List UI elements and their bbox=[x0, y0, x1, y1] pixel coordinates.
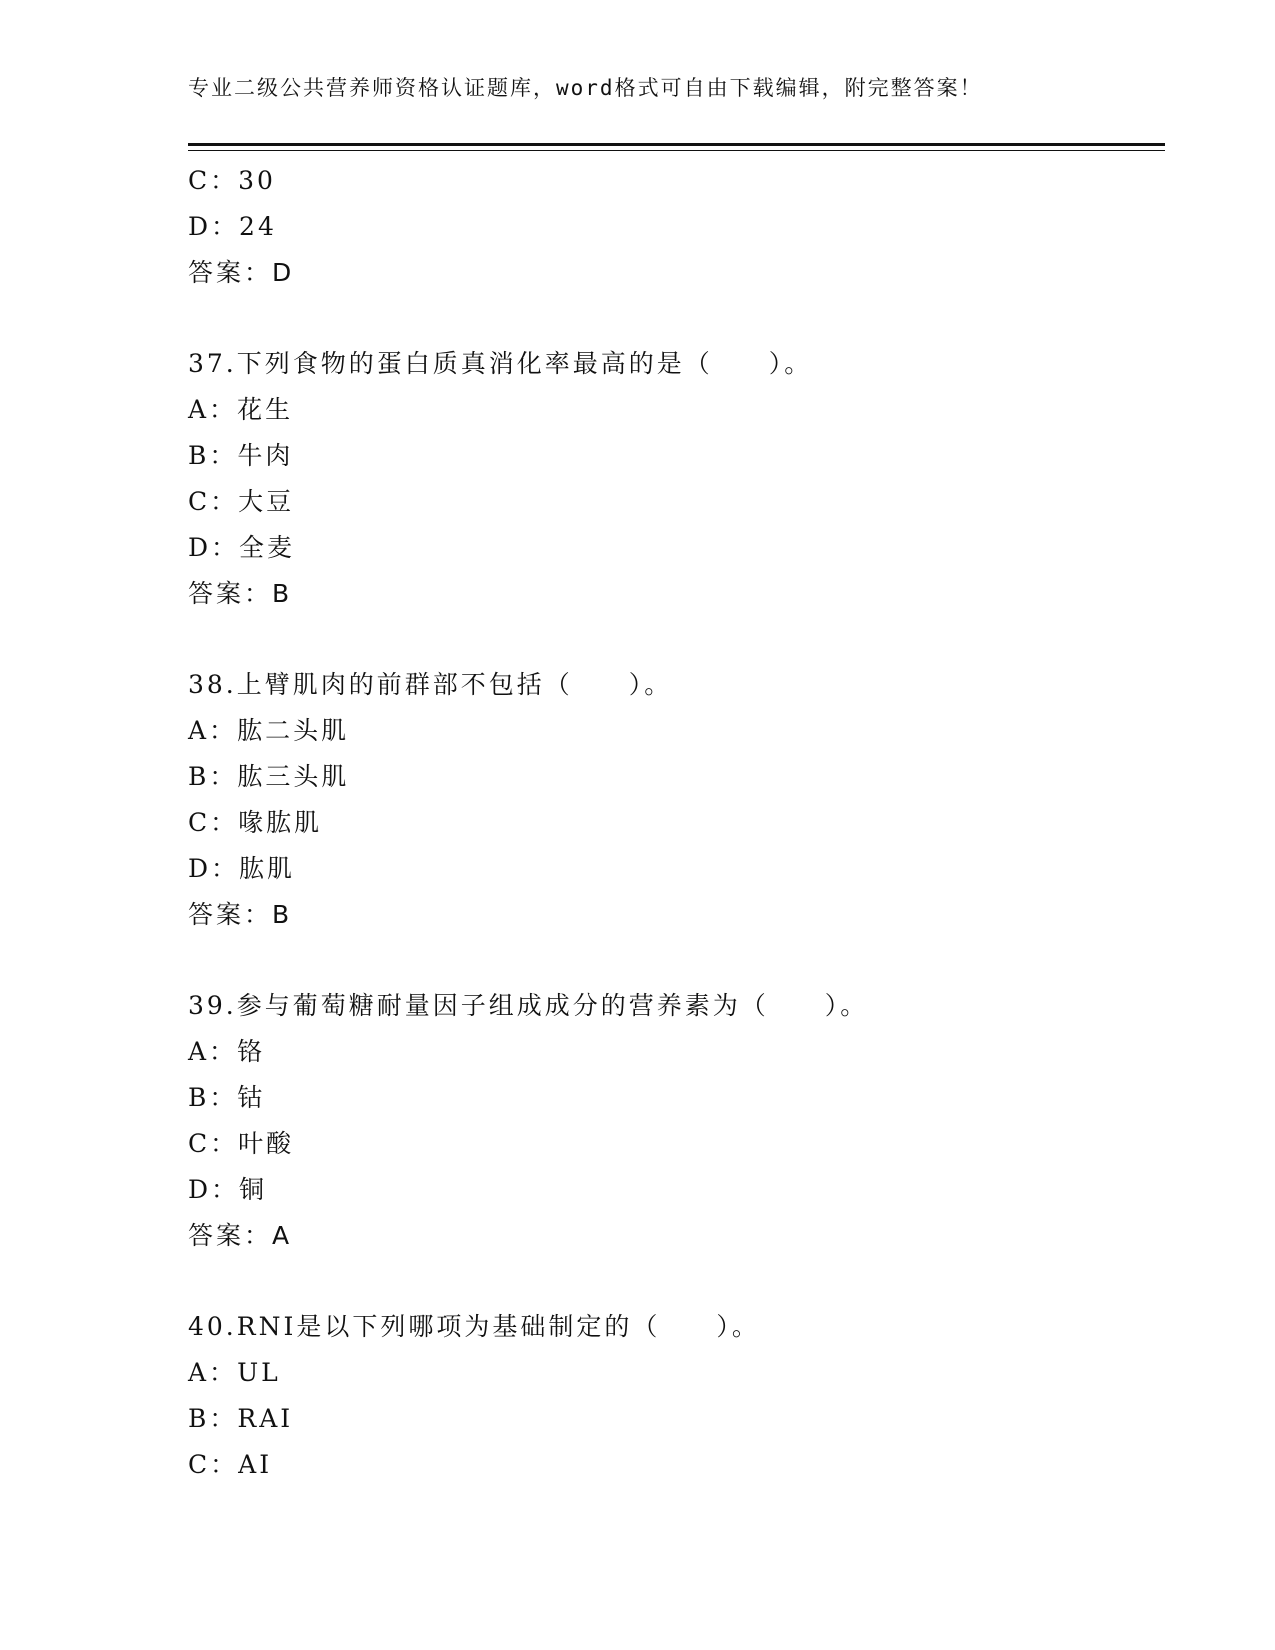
option-label: C： bbox=[188, 487, 239, 516]
option-label: D： bbox=[188, 212, 240, 241]
option-text: 全麦 bbox=[239, 533, 296, 562]
question-stem: 40.RNI是以下列哪项为基础制定的（ ）。 bbox=[188, 1312, 760, 1341]
document-header: 专业二级公共营养师资格认证题库，word格式可自由下载编辑，附完整答案！ bbox=[188, 76, 983, 100]
answer-line: 答案：B bbox=[188, 900, 293, 929]
option-item bbox=[188, 1396, 1165, 1442]
question-block-37 bbox=[188, 341, 1165, 617]
option-text: UL bbox=[237, 1358, 281, 1387]
answer-line: 答案：D bbox=[188, 258, 295, 287]
question-stem: 38.上臂肌肉的前群部不包括（ ）。 bbox=[188, 670, 673, 699]
question-gap bbox=[188, 1259, 1165, 1304]
option-label: B： bbox=[188, 1083, 238, 1112]
option-text: 牛肉 bbox=[237, 441, 294, 470]
option-label: D： bbox=[188, 1175, 240, 1204]
option-item bbox=[188, 754, 1165, 800]
option-text: 肱肌 bbox=[239, 854, 296, 883]
option-item bbox=[188, 204, 1165, 250]
option-label: A： bbox=[188, 1037, 238, 1066]
option-item bbox=[188, 433, 1165, 479]
answer-line: 答案：B bbox=[188, 579, 293, 608]
option-text: 大豆 bbox=[238, 487, 295, 516]
option-text: 铬 bbox=[237, 1037, 266, 1066]
option-item bbox=[188, 800, 1165, 846]
question-content bbox=[188, 158, 1165, 1488]
option-text: RAI bbox=[237, 1404, 294, 1433]
option-text: 24 bbox=[239, 212, 277, 241]
question-gap bbox=[188, 296, 1165, 341]
option-label: B： bbox=[188, 441, 238, 470]
option-item bbox=[188, 708, 1165, 754]
option-label: A： bbox=[188, 395, 238, 424]
option-item bbox=[188, 479, 1165, 525]
option-text: 肱三头肌 bbox=[237, 762, 350, 791]
option-label: B： bbox=[188, 1404, 238, 1433]
option-label: C： bbox=[188, 166, 239, 195]
option-label: B： bbox=[188, 762, 238, 791]
previous-question-tail bbox=[188, 158, 1165, 296]
option-item bbox=[188, 387, 1165, 433]
option-item bbox=[188, 525, 1165, 571]
option-item bbox=[188, 1167, 1165, 1213]
option-text: 花生 bbox=[237, 395, 294, 424]
question-gap bbox=[188, 617, 1165, 662]
option-item bbox=[188, 1029, 1165, 1075]
option-text: 喙肱肌 bbox=[238, 808, 323, 837]
answer-line: 答案：A bbox=[188, 1221, 293, 1250]
header-rule-thin bbox=[188, 150, 1165, 151]
question-block-38 bbox=[188, 662, 1165, 938]
option-item bbox=[188, 1442, 1165, 1488]
option-text: 叶酸 bbox=[238, 1129, 295, 1158]
option-label: D： bbox=[188, 533, 240, 562]
option-text: 肱二头肌 bbox=[237, 716, 350, 745]
option-label: A： bbox=[188, 716, 238, 745]
option-text: 铜 bbox=[239, 1175, 268, 1204]
option-label: C： bbox=[188, 1129, 239, 1158]
option-item bbox=[188, 1350, 1165, 1396]
option-label: D： bbox=[188, 854, 240, 883]
header-rule-thick bbox=[188, 143, 1165, 146]
option-text: 钴 bbox=[237, 1083, 266, 1112]
option-label: C： bbox=[188, 1450, 239, 1479]
option-item bbox=[188, 846, 1165, 892]
option-item bbox=[188, 1075, 1165, 1121]
option-text: AI bbox=[238, 1450, 273, 1479]
option-item bbox=[188, 158, 1165, 204]
question-block-40 bbox=[188, 1304, 1165, 1488]
option-item bbox=[188, 1121, 1165, 1167]
option-label: A： bbox=[188, 1358, 238, 1387]
option-text: 30 bbox=[238, 166, 276, 195]
question-stem: 37.下列食物的蛋白质真消化率最高的是（ ）。 bbox=[188, 349, 813, 378]
question-block-39 bbox=[188, 983, 1165, 1259]
question-stem: 39.参与葡萄糖耐量因子组成成分的营养素为（ ）。 bbox=[188, 991, 869, 1020]
question-gap bbox=[188, 938, 1165, 983]
option-label: C： bbox=[188, 808, 239, 837]
